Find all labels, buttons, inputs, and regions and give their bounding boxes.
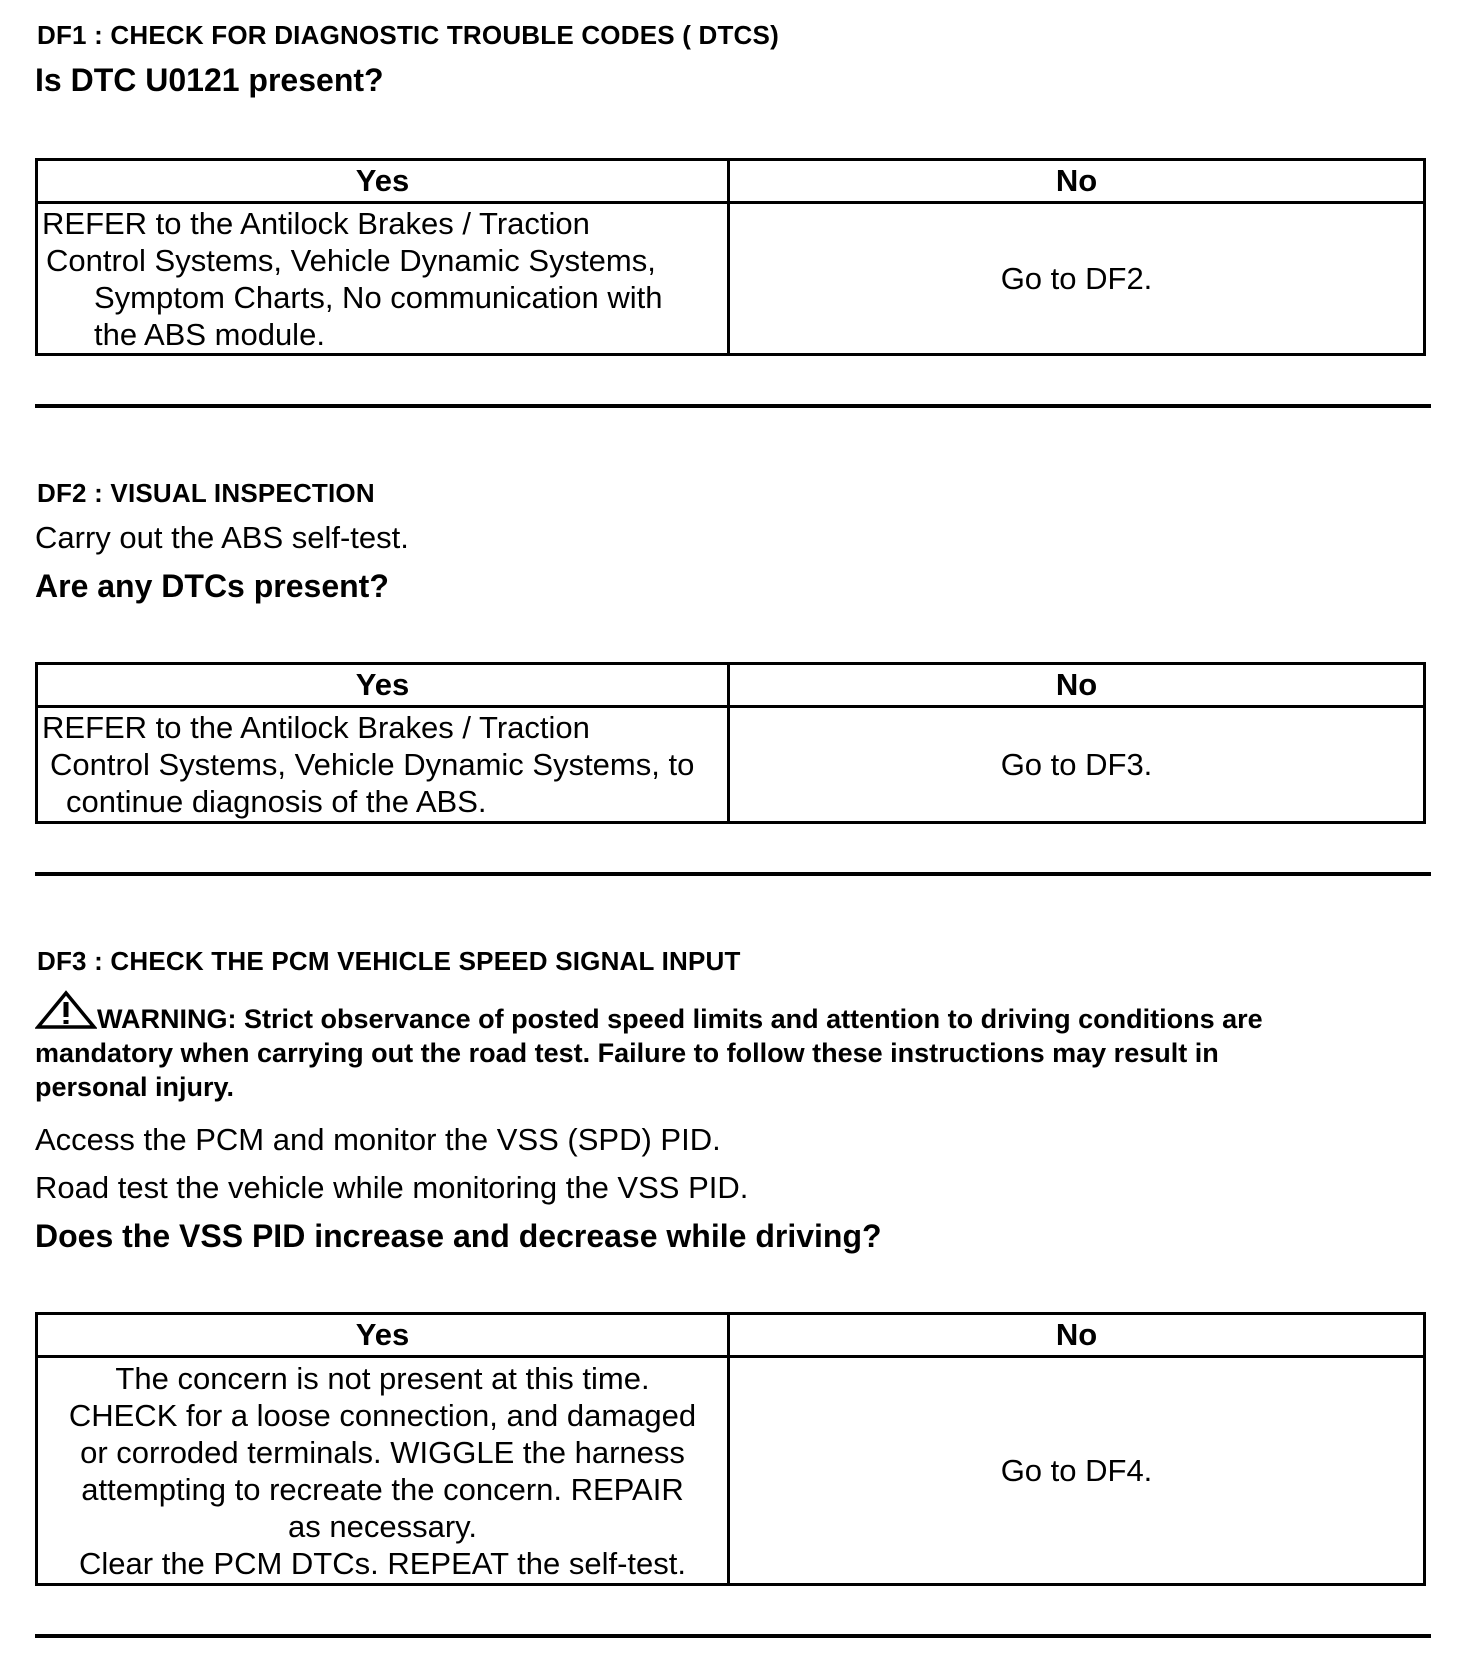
df2-yes-line: Control Systems, Vehicle Dynamic Systems, to (50, 747, 695, 782)
df1-question: Is DTC U0121 present? (35, 62, 384, 98)
df2-no-cell: Go to DF3. (729, 707, 1425, 823)
df3-yes-line: The concern is not present at this time. (115, 1360, 650, 1396)
df1-title: DF1 : CHECK FOR DIAGNOSTIC TROUBLE CODES ( DTCS) (37, 20, 779, 50)
df3-instruction-2: Road test the vehicle while monitoring the VSS PID. (35, 1170, 749, 1205)
df3-instruction-1: Access the PCM and monitor the VSS (SPD) PID. (35, 1122, 721, 1157)
df2-yes-line: REFER to the Antilock Brakes / Traction (42, 710, 590, 745)
section-divider (35, 404, 1431, 408)
df1-yes-line: the ABS module. (94, 316, 325, 352)
df1-yes-line: REFER to the Antilock Brakes / Traction (42, 205, 590, 241)
df3-no-header: No (729, 1314, 1425, 1357)
df2-instruction: Carry out the ABS self-test. (35, 520, 409, 555)
section-divider (35, 872, 1431, 876)
df3-yes-line: or corroded terminals. WIGGLE the harness (80, 1434, 685, 1470)
df2-yes-cell (37, 707, 729, 823)
df3-question: Does the VSS PID increase and decrease while driving? (35, 1218, 882, 1254)
warning-text-line: WARNING: Strict observance of posted speed limits and attention to driving conditions are (97, 1004, 1263, 1034)
df2-yes-header: Yes (37, 664, 729, 707)
df2-table (35, 662, 1426, 824)
warning-text-line: personal injury. (35, 1072, 235, 1102)
df2-no-header: No (729, 664, 1425, 707)
df1-yes-line: Control Systems, Vehicle Dynamic Systems, (46, 242, 656, 278)
df3-yes-line: as necessary. (288, 1508, 477, 1544)
df1-yes-line: Symptom Charts, No communication with (94, 279, 663, 315)
warning-triangle-icon (35, 990, 97, 1030)
df2-title: DF2 : VISUAL INSPECTION (37, 478, 375, 508)
df2-yes-line: continue diagnosis of the ABS. (66, 784, 487, 819)
df1-yes-header: Yes (37, 160, 729, 203)
df1-no-header: No (729, 160, 1425, 203)
df1-no-cell: Go to DF2. (729, 203, 1425, 355)
warning-text-line: mandatory when carrying out the road test. Failure to follow these instructions may result in (35, 1038, 1219, 1068)
df3-yes-header: Yes (37, 1314, 729, 1357)
df2-question: Are any DTCs present? (35, 568, 389, 604)
df3-yes-line: Clear the PCM DTCs. REPEAT the self-test. (79, 1545, 686, 1581)
df3-table (35, 1312, 1426, 1586)
df1-yes-cell (37, 203, 729, 355)
df3-warning (35, 990, 1425, 1103)
df1-table (35, 158, 1426, 356)
df3-yes-line: attempting to recreate the concern. REPAIR (81, 1471, 684, 1507)
df3-yes-line: CHECK for a loose connection, and damaged (68, 1397, 697, 1433)
df3-yes-cell (37, 1357, 729, 1585)
df3-no-cell: Go to DF4. (729, 1357, 1425, 1585)
df3-title: DF3 : CHECK THE PCM VEHICLE SPEED SIGNAL INPUT (37, 946, 741, 976)
section-divider (35, 1634, 1431, 1638)
